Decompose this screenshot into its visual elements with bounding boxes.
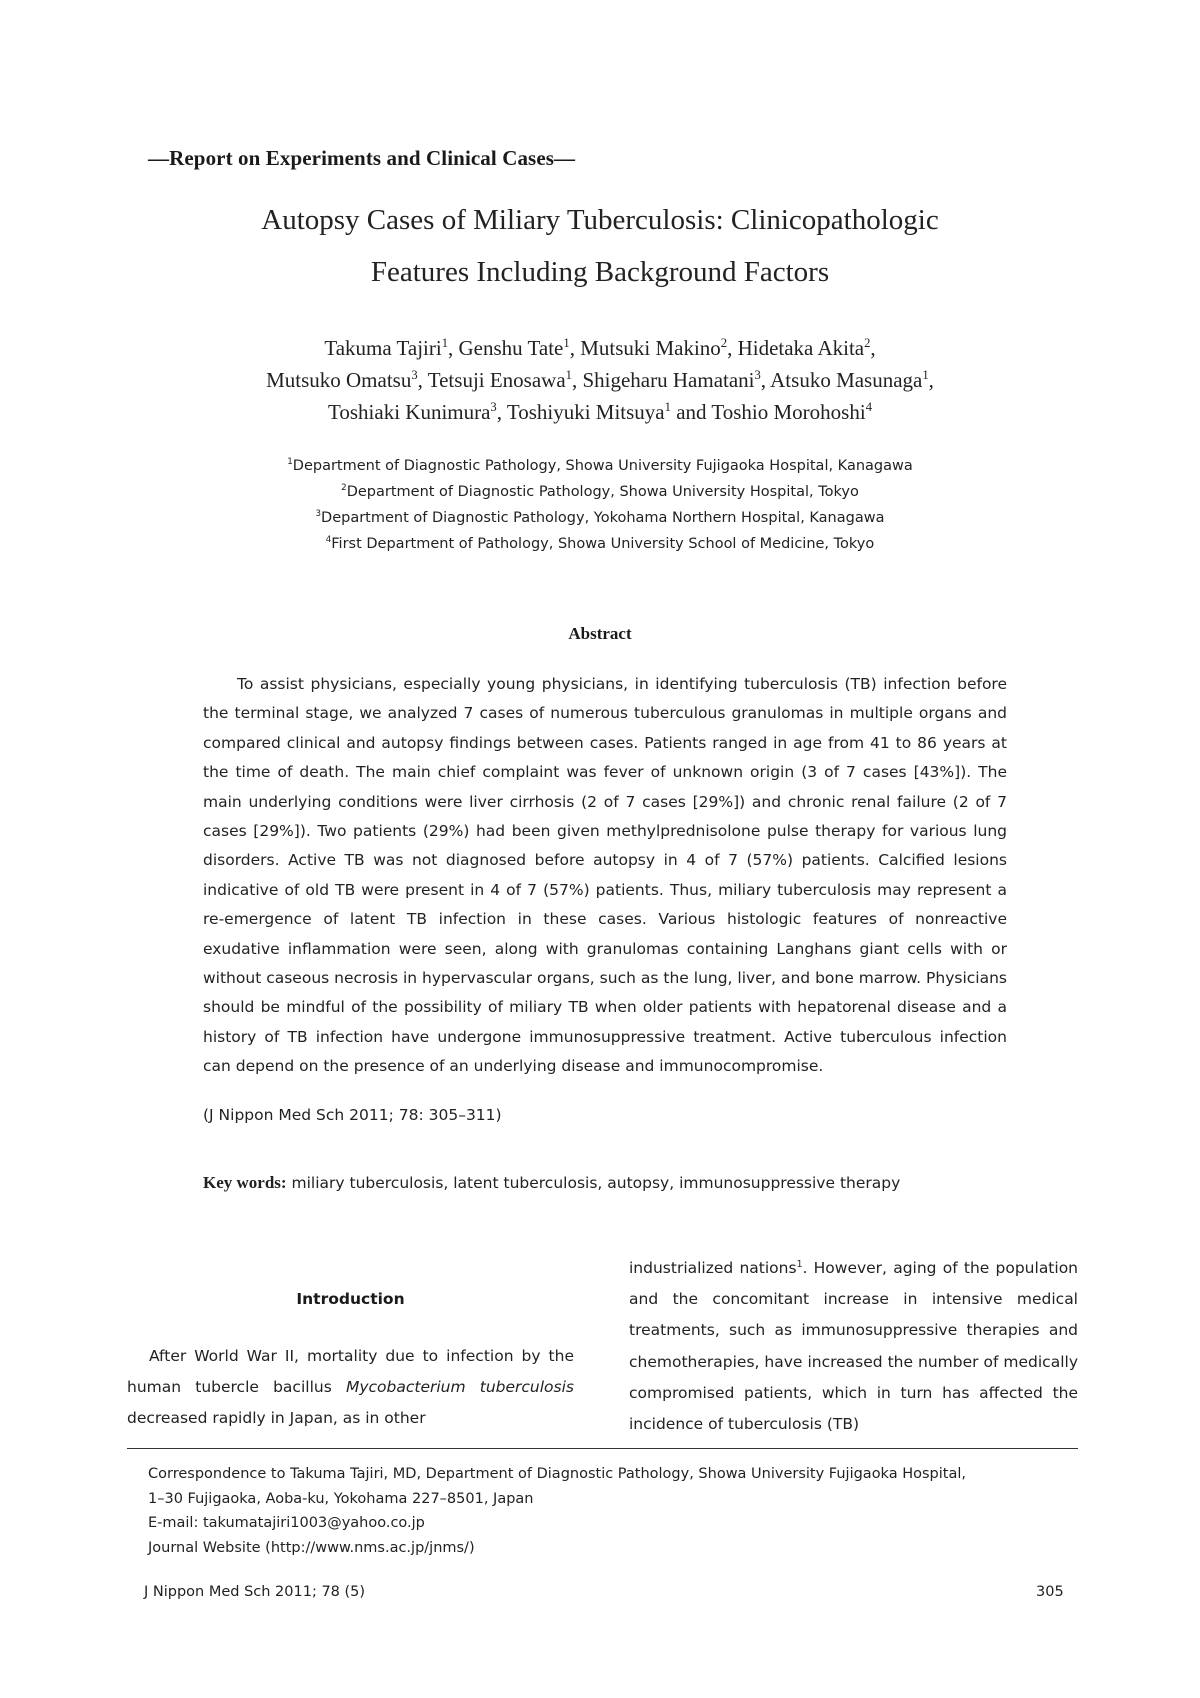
- affiliation-text: Department of Diagnostic Pathology, Yokohama Northern Hospital, Kanagawa: [321, 510, 885, 526]
- author-sup: 3: [411, 368, 418, 382]
- affiliation: [0, 458, 1200, 474]
- intro-text: decreased rapidly in Japan, as in other: [127, 1409, 426, 1428]
- keywords-label: Key words:: [203, 1173, 287, 1192]
- author-sup: 3: [490, 400, 497, 414]
- intro-text: industrialized nations: [629, 1259, 797, 1277]
- affiliation-text: Department of Diagnostic Pathology, Showa University Hospital, Tokyo: [346, 484, 859, 500]
- author-name: Genshu Tate: [458, 336, 564, 360]
- affiliation-sup: 3: [315, 509, 322, 520]
- author-sup: 4: [865, 400, 872, 414]
- affiliation-text: First Department of Pathology, Showa University School of Medicine, Tokyo: [331, 536, 875, 552]
- affiliation: [0, 484, 1200, 500]
- affiliation-text: Department of Diagnostic Pathology, Showa University Fujigaoka Hospital, Kanagawa: [292, 458, 913, 474]
- journal-website[interactable]: Journal Website (http://www.nms.ac.jp/jnms/): [148, 1539, 475, 1556]
- correspondence-block: [148, 1462, 966, 1560]
- author-separator: ,: [760, 368, 771, 392]
- author-sup: 1: [563, 336, 570, 350]
- author-separator: and: [670, 400, 712, 424]
- citation-ref: 1: [796, 1258, 803, 1270]
- author-name: Mutsuko Omatsu: [266, 368, 412, 392]
- article-title-line1: Autopsy Cases of Miliary Tuberculosis: Clinicopathologic: [261, 204, 939, 236]
- author-line-1: [0, 336, 1200, 361]
- author-sup: 2: [720, 336, 728, 350]
- author-separator: ,: [571, 368, 583, 392]
- author-sup: 1: [922, 368, 929, 382]
- author-name: Atsuko Masunaga: [770, 368, 923, 392]
- author-name: Takuma Tajiri: [324, 336, 442, 360]
- author-separator: ,: [569, 336, 581, 360]
- intro-species-italic: Mycobacterium tuberculosis: [345, 1378, 574, 1397]
- correspondence-address: 1–30 Fujigaoka, Aoba-ku, Yokohama 227–8501, Japan: [148, 1490, 534, 1507]
- section-label: —Report on Experiments and Clinical Cases—: [148, 146, 576, 170]
- abstract-text: To assist physicians, especially young physicians, in identifying tuberculosis (TB) infection before the terminal stage, we analyzed 7 cases of numerous tuberculous granulomas in multiple organs and compared clinical and autopsy findings between cases. Patients ranged in age from 41 to 86 years at the time of death. The main chief complaint was fever of unknown origin (3 of 7 cases [43%]). The main underlying conditions were liver cirrhosis (2 of 7 cases [29%]) and chronic renal failure (2 of 7 cases [29%]). Two patients (29%) had been given methylprednisolone pulse therapy for various lung disorders. Active TB was not diagnosed before autopsy in 4 of 7 (57%) patients. Calcified lesions indicative of old TB were present in 4 of 7 (57%) patients. Thus, miliary tuberculosis may represent a re-emergence of latent TB infection in these cases. Various histologic features of nonreactive exudative inflammation were seen, along with granulomas containing Langhans giant cells with or without caseous necrosis in hypervascular organs, such as the lung, liver, and bone marrow. Physicians should be mindful of the possibility of miliary TB when older patients with hepatorenal disease and a history of TB infection have undergone immunosuppressive treatment. Active tuberculous infection can depend on the presence of an underlying disease and immunocompromise.: [203, 675, 1007, 1076]
- author-name: Tetsuji Enosawa: [427, 368, 566, 392]
- affiliation-sup: 1: [287, 457, 293, 468]
- author-separator: ,: [928, 368, 934, 392]
- introduction-column-left: [127, 1341, 574, 1435]
- author-name: Mutsuki Makino: [580, 336, 721, 360]
- introduction-paragraph: [127, 1341, 574, 1435]
- author-separator: ,: [496, 400, 507, 424]
- introduction-paragraph: [629, 1253, 1078, 1440]
- author-separator: ,: [448, 336, 459, 360]
- keywords: [203, 1173, 900, 1193]
- page-number: 305: [1036, 1584, 1064, 1600]
- affiliation-sup: 4: [325, 535, 332, 546]
- footnote-rule: [127, 1448, 1078, 1449]
- affiliation-sup: 2: [341, 483, 347, 494]
- article-title-line2: Features Including Background Factors: [370, 256, 830, 288]
- author-separator: ,: [417, 368, 428, 392]
- abstract-body: [203, 670, 1007, 1082]
- introduction-heading: Introduction: [296, 1290, 405, 1308]
- keywords-text: miliary tuberculosis, latent tuberculosis, autopsy, immunosuppressive therapy: [286, 1174, 901, 1192]
- intro-text: After World War II, mortality due to infection by the human tubercle bacillus: [127, 1347, 574, 1397]
- footer-journal: J Nippon Med Sch 2011; 78 (5): [144, 1584, 366, 1600]
- author-name: Toshiyuki Mitsuya: [506, 400, 665, 424]
- author-line-2: [0, 368, 1200, 393]
- abstract-heading: Abstract: [568, 624, 632, 643]
- author-sup: 1: [664, 400, 671, 414]
- author-sup: 3: [754, 368, 761, 382]
- author-separator: ,: [870, 336, 876, 360]
- affiliation: [0, 536, 1200, 552]
- affiliation: [0, 510, 1200, 526]
- author-separator: ,: [727, 336, 738, 360]
- correspondence-line: Correspondence to Takuma Tajiri, MD, Department of Diagnostic Pathology, Showa University Fujigaoka Hospital,: [148, 1466, 966, 1482]
- intro-text: . However, aging of the population and the concomitant increase in intensive medical treatments, such as immunosuppressive therapies and chemotherapies, have increased the number of medically compromised patients, which in turn has affected the incidence of tuberculosis (TB): [629, 1259, 1079, 1434]
- correspondence-email[interactable]: E-mail: takumatajiri1003@yahoo.co.jp: [148, 1515, 425, 1531]
- author-sup: 1: [565, 368, 572, 382]
- author-sup: 1: [441, 336, 449, 350]
- introduction-column-right: [629, 1253, 1078, 1440]
- author-name: Toshiaki Kunimura: [328, 400, 491, 424]
- author-sup: 2: [864, 336, 871, 350]
- author-name: Hidetaka Akita: [737, 336, 865, 360]
- abstract-citation: (J Nippon Med Sch 2011; 78: 305–311): [203, 1106, 502, 1124]
- author-line-3: [0, 400, 1200, 425]
- author-name: Shigeharu Hamatani: [582, 368, 755, 392]
- author-name: Toshio Morohoshi: [711, 400, 866, 424]
